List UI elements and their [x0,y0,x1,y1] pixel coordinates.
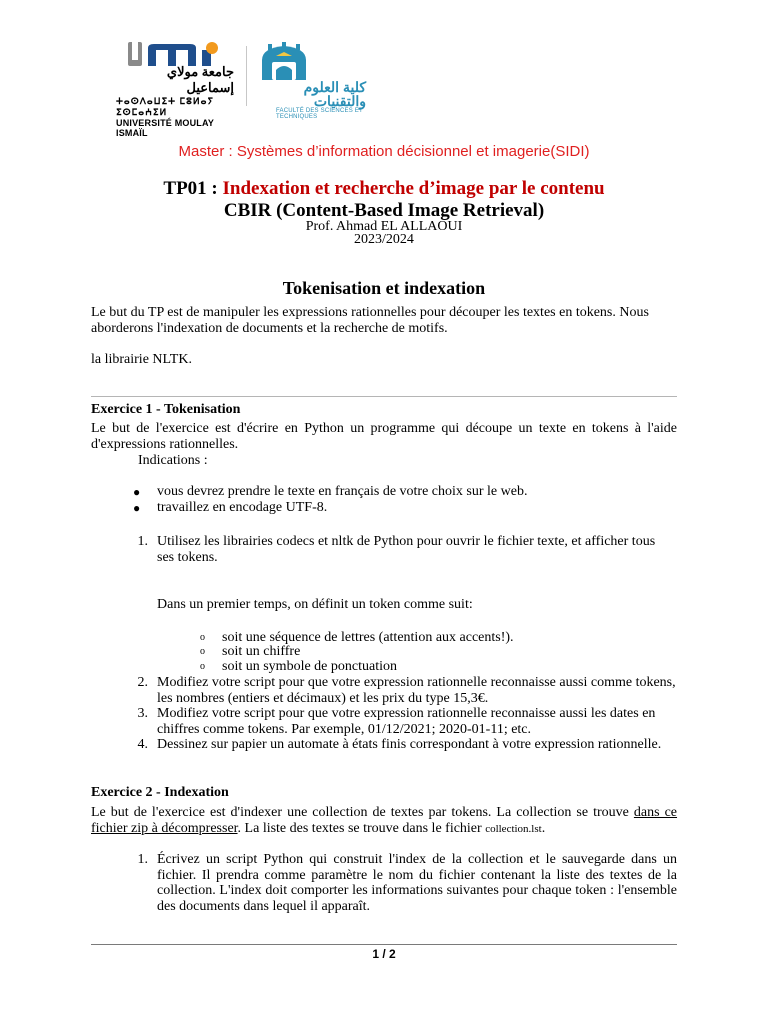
list-item [157,675,677,706]
fst-name-block [276,80,366,120]
token-type-item: soit une séquence de lettres (attention aux accents!). [222,630,514,645]
list-number: 2. [137,675,148,690]
exercise1-intro-line: d'expressions rationnelles. [91,436,239,452]
list-item-line: fichier. Il prendra comme paramètre le nom du fichier contenant la liste des textes de la [157,867,677,883]
list-item-line: Modifiez votre script pour que votre expression rationnelle reconnaisse aussi comme tokens, [157,675,676,690]
bullet-item: vous devrez prendre le texte en français de votre choix sur le web. [157,484,528,499]
academic-year: 2023/2024 [354,232,414,247]
circle-bullet-icon: o [200,632,205,643]
exercise2-intro-line [91,805,677,821]
list-item-line: des documents dans lequel il apparaît. [157,898,371,914]
list-item: Dessinez sur papier un automate à états finis correspondant à votre expression rationnelle. [157,737,662,752]
master-program-line: Master : Systèmes d’information décisionnel et imagerie(SIDI) [178,143,590,160]
library-note: la librairie NLTK. [91,352,192,367]
list-item-line: ses tokens. [157,549,218,565]
list-item-line: Utilisez les librairies codecs et nltk de Python pour ouvrir le fichier texte, et afficher tous [157,534,656,549]
list-item-line: Modifiez votre script pour que votre expression rationnelle reconnaisse aussi les dates en [157,706,656,721]
list-item [157,534,677,565]
intro-line: Le but du TP est de manipuler les expressions rationnelles pour découper les textes en tokens. Nous [91,305,649,320]
fst-arabic-name: كلية العلوم والتقنيات [303,79,366,109]
list-number: 1. [137,852,148,867]
professor-name: Prof. Ahmad EL ALLAOUI [305,219,463,234]
circle-bullet-icon: o [200,646,205,657]
page-number: 1 / 2 [372,947,396,961]
umi-french-name: UNIVERSITÉ MOULAY ISMAÏL [116,118,214,138]
token-definition: Dans un premier temps, on définit un token comme suit: [157,597,473,612]
footer-divider [91,944,677,945]
fst-french-name: FACULTÉ DES SCIENCES ET TECHNIQUES [276,108,363,120]
list-item-line: chiffres comme tokens. Par exemple, 01/12/2021; 2020-01-11; etc. [157,721,532,737]
exercise2-intro-text: Le but de l'exercice est d'indexer une collection de textes par tokens. La collection se trouve [91,805,629,820]
zip-file-link[interactable]: dans ce [633,805,678,820]
fst-logo-icon [256,42,312,82]
list-item-line: les nombres (entiers et décimaux) et les prix du type 15,3€. [157,690,489,706]
list-number: 3. [137,706,148,721]
header-divider [246,46,247,106]
intro-line: aborderons l'indexation de documents et la recherche de motifs. [91,320,448,336]
circle-bullet-icon: o [200,661,205,672]
section-title: Tokenisation et indexation [282,278,486,298]
token-type-item: soit un chiffre [222,644,301,659]
exercise1-intro-line: Le but de l'exercice est d'écrire en Python un programme qui découpe un texte en tokens à l'aide [91,421,677,436]
exercise1-intro [91,421,677,452]
tp-subtitle: CBIR (Content-Based Image Retrieval) [223,200,545,221]
umi-tifinagh-name: ⵜⴰⵙⴷⴰⵡⵉⵜ ⵎⵓⵍⴰⵢ ⵉⵙⵎⴰⵄⵉⵍ [116,96,215,117]
bullet-icon: ● [133,501,141,515]
token-type-item: soit un symbole de ponctuation [222,659,397,674]
indications-label: Indications : [138,453,208,468]
exercise2-intro [91,805,677,837]
exercise2-title: Exercice 2 - Indexation [91,785,229,800]
exercise2-intro-line: fichier zip à décompresser. La liste des textes se trouve dans le fichier collection.lst. [91,820,546,836]
bullet-icon: ● [133,485,141,499]
list-item-line: collection. L'index doit comporter les informations suivantes pour chaque token : l'ensemble [157,883,677,898]
exercise1-title: Exercice 1 - Tokenisation [91,402,241,417]
exercise2-intro-text: . La liste des textes se trouve dans le fichier [237,820,482,836]
list-number: 4. [137,737,148,752]
umi-arabic-name: جامعة مولاي إسماعيل [166,64,234,95]
list-item [157,706,677,737]
section-divider [91,396,677,397]
collection-filename: collection.lst [485,822,542,835]
bullet-item: travaillez en encodage UTF-8. [157,500,328,515]
list-number: 1. [137,534,148,549]
tp-title [0,178,768,200]
tp-number: TP01 : [163,178,223,199]
zip-file-link[interactable]: fichier zip à décompresser [91,820,238,836]
umi-name-block [116,64,234,138]
tp-subject: Indexation et recherche d’image par le contenu [222,178,605,199]
intro-paragraph [91,305,677,336]
list-item-line: Écrivez un script Python qui construit l'index de la collection et le sauvegarde dans un [157,852,677,867]
list-item [157,852,677,914]
